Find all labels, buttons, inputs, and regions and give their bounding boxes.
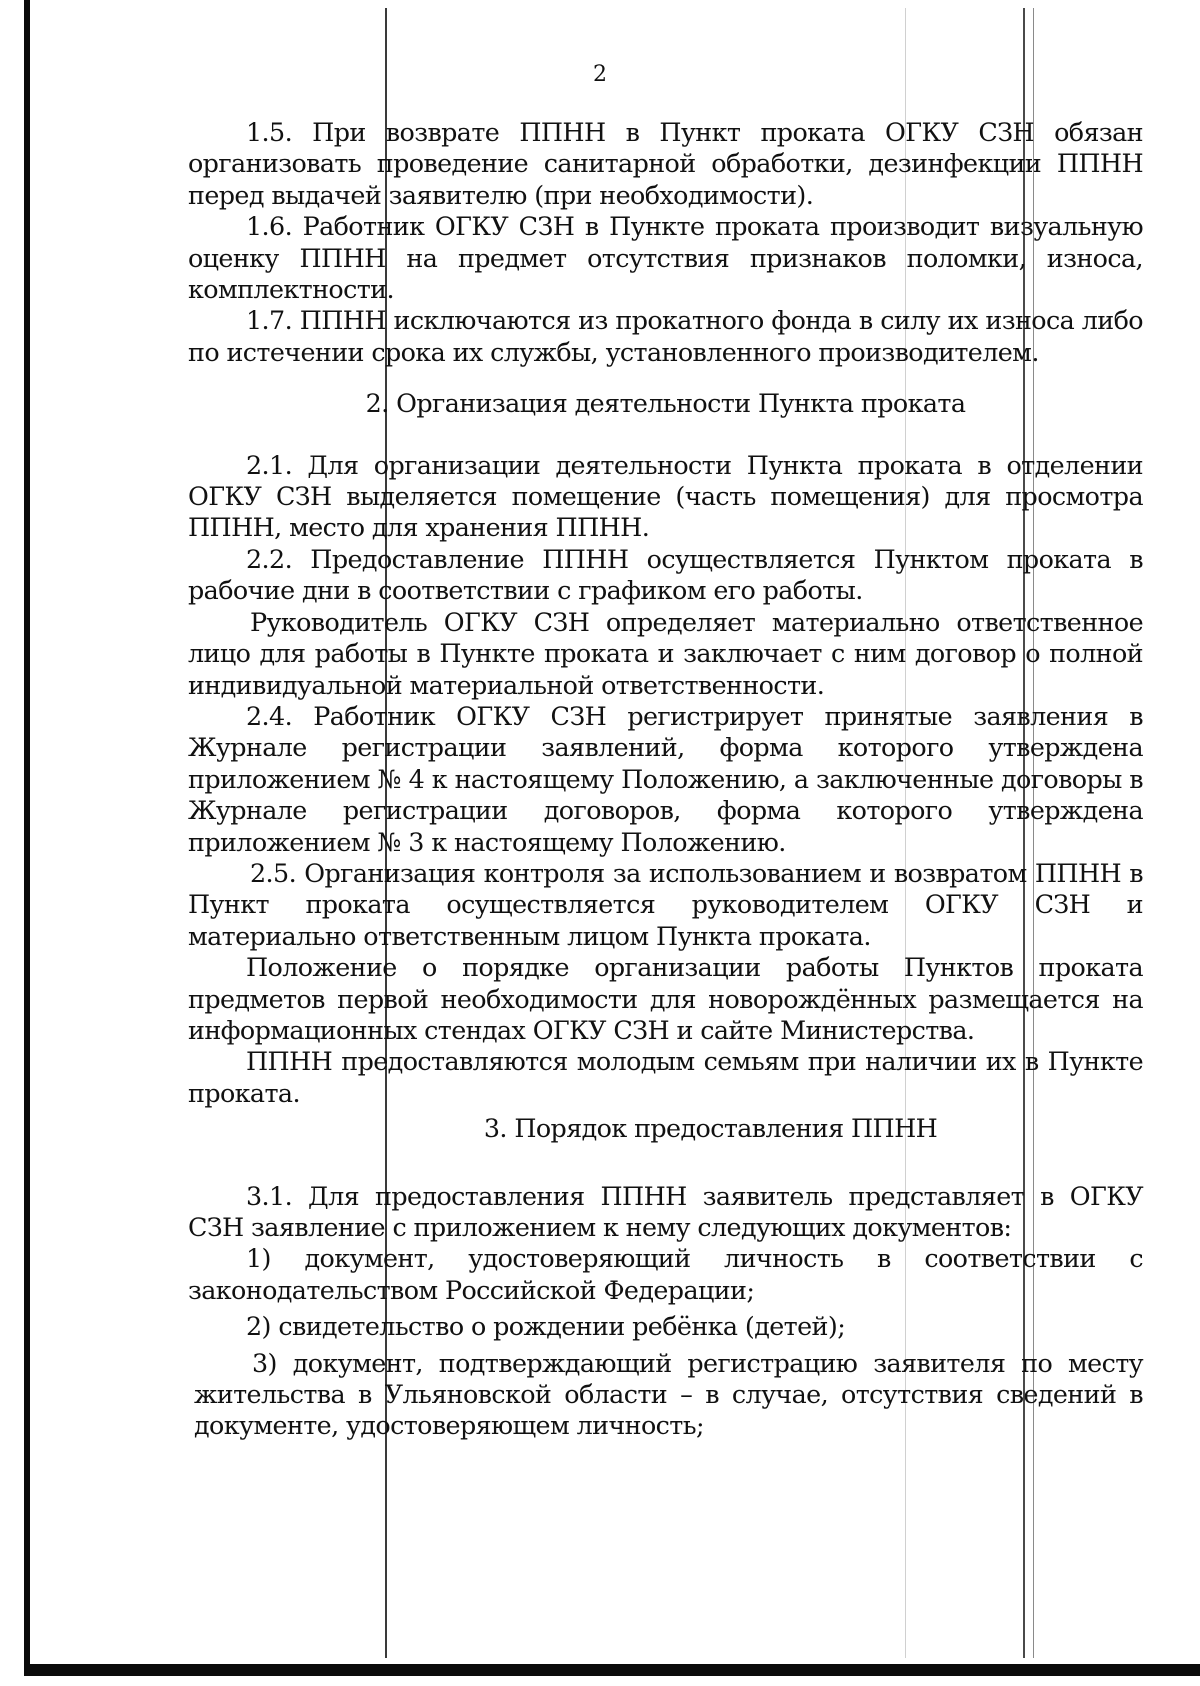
paragraph-2-2: 2.2. Предоставление ППНН осуществляется Пунктом проката в рабочие дни в соответствии с графиком его работы.: [188, 543, 1143, 606]
paragraph-1-7: 1.7. ППНН исключаются из прокатного фонда в силу их износа либо по истечении срока их службы, установленного производителем.: [188, 305, 1143, 367]
list-item: 2) свидетельство о рождении ребёнка (детей);: [246, 1311, 846, 1342]
paragraph-1-5: 1.5. При возврате ППНН в Пункт проката ОГКУ СЗН обязан организовать проведение санитарной обработки, дезинфекции ППНН перед выдачей заявителю (при необходимости).: [188, 117, 1143, 210]
scan-left-edge: [24, 0, 30, 1672]
paragraph-2-5: 2.5. Организация контроля за использованием и возвратом ППНН в Пункт проката осуществляется руководителем ОГКУ СЗН и материально ответственным лицом Пункта проката.: [188, 857, 1143, 951]
list-item: 3) документ, подтверждающий регистрацию заявителя по месту жительства в Ульяновской области – в случае, отсутствия сведений в документе, удостоверяющем личность;: [194, 1347, 1143, 1441]
paragraph-2-1: 2.1. Для организации деятельности Пункта проката в отделении ОГКУ СЗН выделяется помещение (часть помещения) для просмотра ППНН, место для хранения ППНН.: [188, 449, 1143, 543]
paragraph-regulation: Положение о порядке организации работы Пунктов проката предметов первой необходимости для новорождённых размещается на информационных стендах ОГКУ СЗН и сайте Министерства.: [188, 952, 1143, 1045]
list-item: 1) документ, удостоверяющий личность в соответствии с законодательством Российской Федерации;: [188, 1243, 1143, 1305]
paragraph-1-6: 1.6. Работник ОГКУ СЗН в Пункте проката производит визуальную оценку ППНН на предмет отсутствия признаков поломки, износа, комплектности.: [188, 211, 1143, 305]
scan-bottom-edge: [24, 1664, 1200, 1676]
page-number: 2: [593, 62, 607, 87]
paragraph-3-1: 3.1. Для предоставления ППНН заявитель представляет в ОГКУ СЗН заявление с приложением к нему следующих документов:: [188, 1180, 1143, 1242]
paragraph-2-3: Руководитель ОГКУ СЗН определяет материально ответственное лицо для работы в Пункте проката и заключает с ним договор о полной индивидуальной материальной ответственности.: [188, 606, 1143, 700]
section-heading-3: 3. Порядок предоставления ППНН: [483, 1113, 938, 1144]
paragraph-2-4: 2.4. Работник ОГКУ СЗН регистрирует принятые заявления в Журнале регистрации заявлений, форма которого утверждена приложением № 4 к настоящему Положению, а заключенные договоры в Журнале регистрации договоров, форма которого утверждена приложением № 3 к настоящему Положению.: [188, 700, 1143, 857]
section-heading-2: 2. Организация деятельности Пункта проката: [365, 388, 966, 419]
paragraph-provision: ППНН предоставляются молодым семьям при наличии их в Пункте проката.: [188, 1046, 1143, 1108]
document-body: [188, 117, 1143, 1442]
